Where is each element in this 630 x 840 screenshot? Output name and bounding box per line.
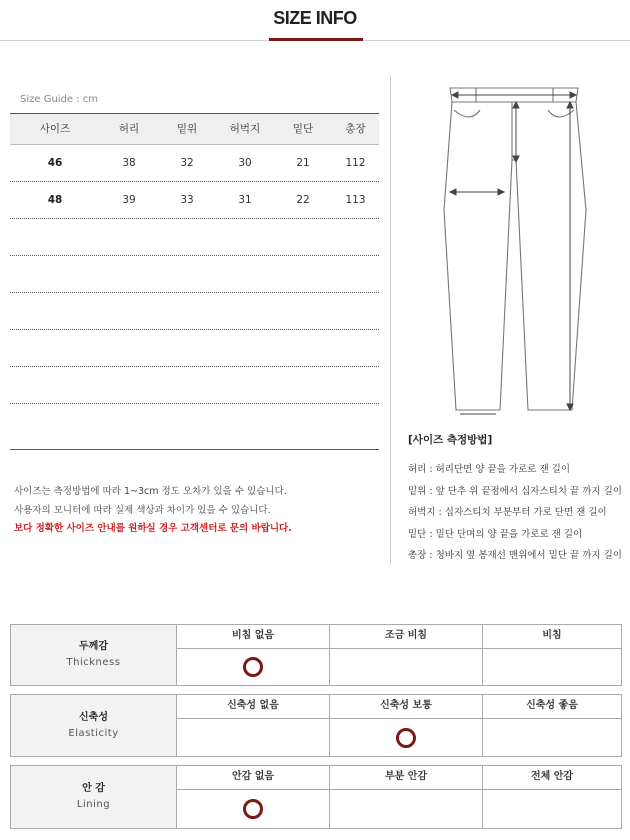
waist-cell: 39 <box>122 194 136 206</box>
fabric-options-body <box>177 790 621 828</box>
page-title: SIZE INFO <box>273 8 357 28</box>
empty-table-row <box>10 293 379 330</box>
fabric-option-label: 비침 <box>542 630 562 641</box>
fabric-option-cell <box>177 790 330 828</box>
size-guide-label: Size Guide : cm <box>20 94 99 105</box>
method-item-thigh: 허벅지 : 십자스티치 부분부터 가로 단면 잰 길이 <box>408 507 607 518</box>
column-header-rise: 밑위 <box>176 123 198 135</box>
table-bottom-border <box>10 449 379 450</box>
fabric-options <box>177 766 621 828</box>
thigh-cell: 30 <box>238 157 252 169</box>
fabric-option-label: 안감 없음 <box>177 766 330 789</box>
fabric-label-en: Elasticity <box>68 727 119 739</box>
method-item-waist: 허리 : 허리단면 양 끝을 가로로 잰 길이 <box>408 464 570 475</box>
fabric-label-ko: 두께감 <box>79 641 108 652</box>
note-monitor: 사용자의 모니터에 따라 실제 색상과 차이가 있을 수 있습니다. <box>14 504 271 516</box>
fabric-option-label: 조금 비침 <box>330 625 483 648</box>
fabric-label-en: Thickness <box>66 657 121 668</box>
fabric-option-cell <box>483 719 621 756</box>
method-title: [사이즈 측정방법] <box>408 434 493 446</box>
empty-table-row <box>10 219 379 256</box>
hem-cell: 21 <box>296 157 310 169</box>
empty-table-row <box>10 367 379 404</box>
fabric-option-label: 신축성 좋음 <box>526 700 578 711</box>
selected-circle-icon <box>243 657 263 677</box>
fabric-label <box>11 625 177 685</box>
fabric-option-label: 신축성 보통 <box>330 695 483 718</box>
fabric-options <box>177 625 621 685</box>
fabric-option-cell <box>330 719 483 756</box>
table-row <box>10 182 379 219</box>
column-header-size: 사이즈 <box>39 123 71 135</box>
fabric-option-cell <box>483 790 621 828</box>
fabric-options-header <box>177 766 621 790</box>
fabric-option-cell <box>330 649 483 685</box>
fabric-label <box>11 766 177 828</box>
fabric-options-header <box>177 695 621 719</box>
size-table <box>10 113 379 404</box>
method-item-length: 총장 : 청바지 옆 봉재선 맨위에서 밑단 끝 까지 길이 <box>408 550 622 561</box>
column-header-hem: 밑단 <box>292 123 314 135</box>
note-contact: 보다 정확한 사이즈 안내를 원하실 경우 고객센터로 문의 바랍니다. <box>14 523 292 534</box>
section-divider <box>390 75 391 565</box>
empty-table-row <box>10 256 379 293</box>
size-notes <box>14 483 292 539</box>
header-accent-bar <box>269 38 363 41</box>
column-header-waist: 허리 <box>118 123 140 135</box>
fabric-label-en: Lining <box>76 799 111 810</box>
table-row <box>10 145 379 182</box>
note-tolerance: 사이즈는 측정방법에 따라 1~3cm 정도 오차가 있을 수 있습니다. <box>14 486 287 497</box>
fabric-label-ko: 안 감 <box>82 783 105 794</box>
fabric-options-header <box>177 625 621 649</box>
fabric-label <box>11 695 177 756</box>
method-item-rise: 밑위 : 앞 단추 위 끝점에서 십자스티치 끝 까지 길이 <box>408 485 622 497</box>
fabric-options-body <box>177 719 621 756</box>
fabric-option-label: 비침 없음 <box>177 625 330 648</box>
fabric-options <box>177 695 621 756</box>
measurement-method <box>408 432 626 567</box>
selected-circle-icon <box>243 799 263 819</box>
thigh-cell: 31 <box>238 194 252 206</box>
column-header-thigh: 허벅지 <box>229 123 261 135</box>
fabric-option-cell <box>330 790 483 828</box>
page-header <box>0 0 630 42</box>
size-cell: 46 <box>47 157 63 169</box>
fabric-option-label: 부분 안감 <box>330 766 483 789</box>
hem-cell: 22 <box>296 194 310 206</box>
rise-cell: 32 <box>180 157 194 169</box>
fabric-options-body <box>177 649 621 685</box>
fabric-option-cell <box>483 649 621 685</box>
empty-table-row <box>10 330 379 367</box>
selected-circle-icon <box>396 728 416 748</box>
column-header-length: 총장 <box>345 123 366 135</box>
pants-measurement-diagram <box>440 80 590 420</box>
fabric-option-label: 신축성 없음 <box>177 695 330 718</box>
size-cell: 48 <box>47 194 63 206</box>
waist-cell: 38 <box>122 157 136 169</box>
fabric-option-label: 전체 안감 <box>530 771 574 782</box>
length-cell: 112 <box>345 157 366 169</box>
method-item-hem: 밑단 : 밑단 단며의 양 끝을 가로로 잰 길이 <box>408 528 583 540</box>
fabric-label-ko: 신축성 <box>79 711 108 723</box>
fabric-option-cell <box>177 649 330 685</box>
fabric-option-cell <box>177 719 330 756</box>
length-cell: 113 <box>345 194 366 206</box>
fabric-row-lining <box>10 765 622 829</box>
rise-cell: 33 <box>180 194 194 206</box>
fabric-row-thickness <box>10 624 622 686</box>
fabric-row-elasticity <box>10 694 622 757</box>
size-table-header <box>10 113 379 145</box>
